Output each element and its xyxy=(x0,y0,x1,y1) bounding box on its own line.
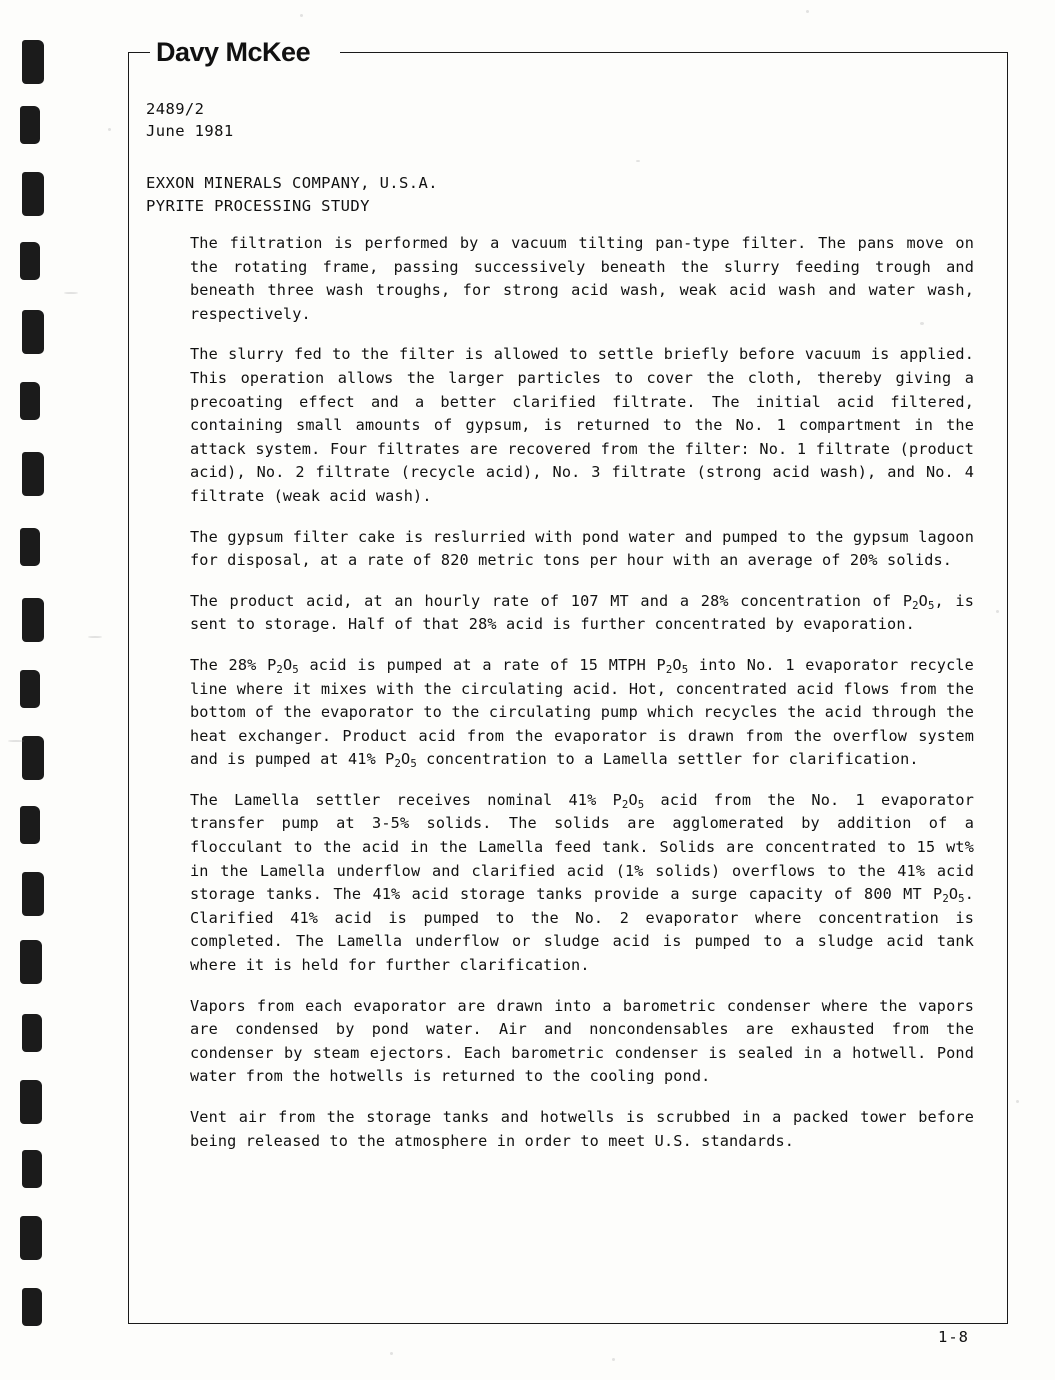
document-date: June 1981 xyxy=(146,122,234,140)
paragraph: The Lamella settler receives nominal 41% $P_2O_5$ acid from the No. 1 evaporator transfer pump at 3-5% solids. The solids are agglomerated by addition of a flocculant to the acid in the Lamella feed tank. Solids are concentrated to 15 wt% in the Lamella underflow and clarified acid (1% solids) overflows to the 41% acid storage tanks. The 41% acid storage tanks provide a surge capacity of 800 MT $P_2O_5$. Clarified 41% acid is pumped to the No. 2 evaporator where concentration is completed. The Lamella underflow or sludge acid is pumped to a sludge acid tank where it is held for further clarification. xyxy=(190,790,974,975)
client-project-block xyxy=(146,172,438,218)
paragraph: Vapors from each evaporator are drawn into a barometric condenser where the vapors are condensed by pond water. Air and noncondensables are exhausted from the condenser by steam ejectors. Each barometric condenser is sealed in a hotwell. Pond water from the hotwells is returned to the cooling pond. xyxy=(190,996,974,1086)
binder-punch-marks xyxy=(14,20,60,1360)
client-name: EXXON MINERALS COMPANY, U.S.A. xyxy=(146,174,438,192)
paragraph: The product acid, at an hourly rate of 107 MT and a 28% concentration of $P_2O_5$, is sent to storage. Half of that 28% acid is further concentrated by evaporation. xyxy=(190,591,974,634)
document-body xyxy=(190,232,974,1170)
paragraph: Vent air from the storage tanks and hotwells is scrubbed in a packed tower before being released to the atmosphere in order to meet U.S. standards. xyxy=(190,1108,974,1150)
page-number: 1-8 xyxy=(938,1328,969,1346)
paragraph: The gypsum filter cake is reslurried with pond water and pumped to the gypsum lagoon for disposal, at a rate of 820 metric tons per hour with an average of 20% solids. xyxy=(190,527,974,570)
davy-mckee-logo: Davy McKee xyxy=(152,32,314,72)
paragraph: The 28% $P_2O_5$ acid is pumped at a rate of 15 MTPH $P_2O_5$ into No. 1 evaporator recycle line where it mixes with the circulating acid. Hot, concentrated acid flows from the bottom of the evaporator to the circulating pump which recycles the acid through the heat exchanger. Product acid from the evaporator is drawn from the overflow system and is pumped at 41% $P_2O_5$ concentration to a Lamella settler for clarification. xyxy=(190,655,974,771)
paragraph: The filtration is performed by a vacuum tilting pan-type filter. The pans move on the rotating frame, passing successively beneath the slurry feeding trough and beneath three wash troughs, for strong acid wash, weak acid wash and water wash, respectively. xyxy=(190,234,974,323)
reference-number: 2489/2 xyxy=(146,100,205,118)
paragraph: The slurry fed to the filter is allowed to settle briefly before vacuum is applied. This operation allows the larger particles to cover the cloth, thereby giving a precoating effect and a better clarified filtrate. The initial acid filtered, containing small amounts of gypsum, is returned to the No. 1 compartment in the attack system. Four filtrates are recovered from the filter: No. 1 filtrate (product acid), No. 2 filtrate (recycle acid), No. 3 filtrate (strong acid wash), and No. 4 filtrate (weak acid wash). xyxy=(190,345,974,505)
project-title: PYRITE PROCESSING STUDY xyxy=(146,197,370,215)
document-reference-block xyxy=(146,98,234,142)
